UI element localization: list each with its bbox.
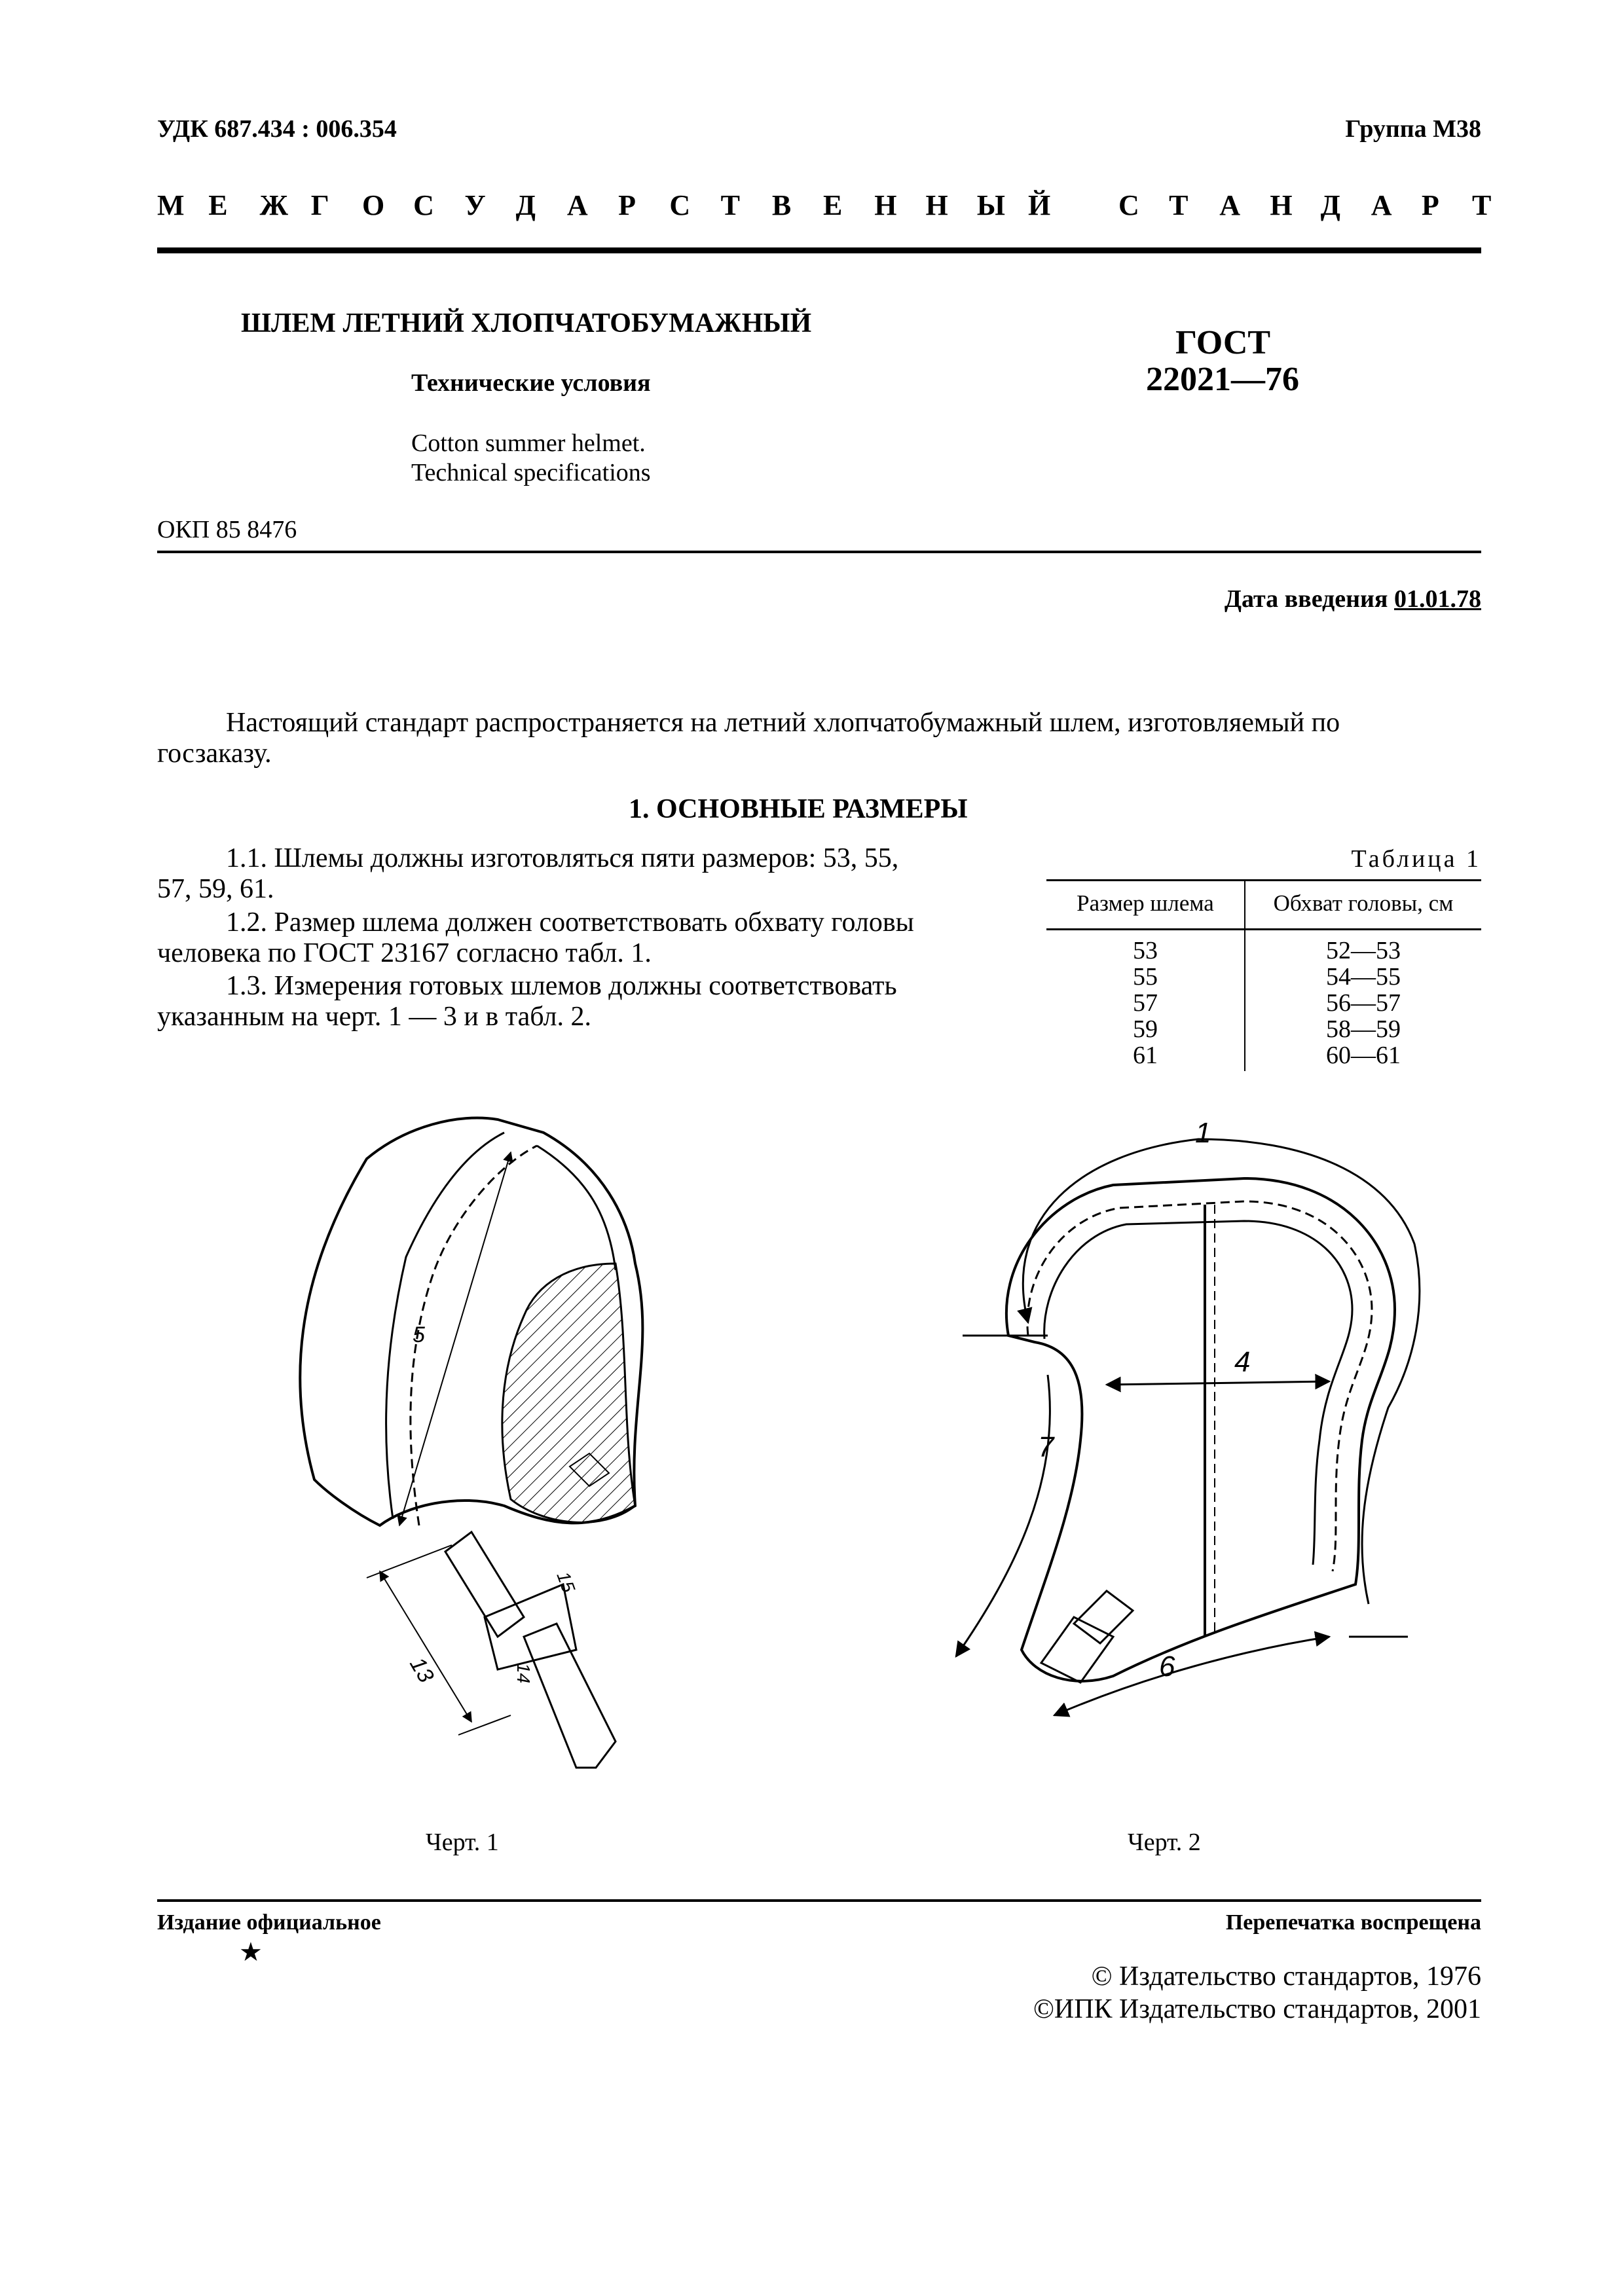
- banner-letter: М: [157, 189, 185, 221]
- reprint-notice: Перепечатка воспрещена: [1225, 1910, 1481, 1935]
- banner-letter: Н: [874, 189, 897, 221]
- table-1-row: [1046, 962, 1481, 989]
- banner-letter: Р: [618, 189, 636, 221]
- english-title-1: Cotton summer helmet.: [411, 429, 646, 457]
- banner-letter: Т: [1169, 189, 1189, 221]
- gost-number: 22021—76: [1146, 361, 1299, 398]
- banner-letter: Ж: [259, 189, 288, 221]
- document-subtitle: Технические условия: [411, 369, 651, 397]
- fig1-label-14: 14: [513, 1663, 534, 1684]
- gost-label: ГОСТ: [1175, 324, 1271, 361]
- table-1-cell-size: 55: [1133, 963, 1158, 991]
- table-1-cell-size: 59: [1133, 1015, 1158, 1043]
- table-1-top-rule: [1046, 879, 1481, 881]
- clause-1-3-line-1: 1.3. Измерения готовых шлемов должны соответствовать: [226, 971, 897, 1001]
- table-1-row: [1046, 989, 1481, 1015]
- table-1-row: [1046, 936, 1481, 962]
- star-mark: ★: [239, 1937, 263, 1967]
- copyright-2001: ©ИПК Издательство стандартов, 2001: [1033, 1994, 1481, 2024]
- table-1-cell-size: 53: [1133, 937, 1158, 964]
- group-code: Группа М38: [1345, 115, 1481, 143]
- banner-letter: Д: [1320, 189, 1340, 221]
- fig2-caption: Черт. 2: [1128, 1829, 1201, 1856]
- intro-date-value: 01.01.78: [1394, 585, 1481, 613]
- clause-1-3-line-2: указанным на черт. 1 — 3 и в табл. 2.: [157, 1002, 592, 1032]
- fig2-label-1: 1: [1195, 1117, 1211, 1149]
- fig2-label-4: 4: [1234, 1346, 1251, 1378]
- table-1-cell-size: 57: [1133, 989, 1158, 1017]
- banner-letter: Т: [720, 189, 740, 221]
- banner-letter: А: [566, 189, 588, 221]
- table-1-header-rule: [1046, 928, 1481, 930]
- section-1-heading: 1. ОСНОВНЫЕ РАЗМЕРЫ: [629, 794, 968, 824]
- table-1-header-size: Размер шлема: [1077, 890, 1214, 916]
- table-1-row: [1046, 1041, 1481, 1067]
- table-1-row: [1046, 1015, 1481, 1041]
- table-1-cell-girth: 58—59: [1326, 1015, 1401, 1043]
- table-1-cell-girth: 52—53: [1326, 937, 1401, 964]
- banner-letter: А: [1219, 189, 1241, 221]
- fig2-label-6: 6: [1159, 1650, 1175, 1683]
- banner-letter: Г: [310, 189, 329, 221]
- banner-rule: [157, 247, 1481, 253]
- banner-letter: О: [361, 189, 385, 221]
- banner-letter: Р: [1421, 189, 1439, 221]
- banner-letter: Е: [823, 189, 843, 221]
- intro-paragraph-line-2: госзаказу.: [157, 738, 272, 769]
- banner-letter: С: [413, 189, 434, 221]
- fig2-label-7: 7: [1038, 1431, 1054, 1463]
- english-title-2: Technical specifications: [411, 459, 651, 486]
- banner-letter: Й: [1028, 189, 1051, 221]
- fig2-helmet-drawing: [956, 1139, 1420, 1715]
- table-1-header-girth: Обхват головы, см: [1273, 890, 1454, 916]
- fig1-caption: Черт. 1: [426, 1829, 499, 1856]
- official-edition: Издание официальное: [157, 1910, 381, 1935]
- table-1-cell-girth: 54—55: [1326, 963, 1401, 991]
- figures-area: [0, 1100, 1622, 1872]
- table-1-cell-girth: 60—61: [1326, 1042, 1401, 1069]
- fig1-label-15: 15: [553, 1569, 580, 1595]
- table-1-cell-girth: 56—57: [1326, 989, 1401, 1017]
- standard-banner: [157, 189, 1492, 228]
- banner-letter: Д: [515, 189, 536, 221]
- clause-1-2-line-2: человека по ГОСТ 23167 согласно табл. 1.: [157, 938, 652, 968]
- clause-1-1-line-2: 57, 59, 61.: [157, 874, 274, 904]
- clause-1-1-line-1: 1.1. Шлемы должны изготовляться пяти размеров: 53, 55,: [226, 843, 899, 873]
- banner-letter: В: [771, 189, 792, 221]
- copyright-1976: © Издательство стандартов, 1976: [1091, 1961, 1481, 1992]
- title-rule: [157, 551, 1481, 553]
- okp-code: ОКП 85 8476: [157, 516, 297, 543]
- banner-letter: Н: [925, 189, 948, 221]
- footer-rule: [157, 1899, 1481, 1902]
- banner-letter: А: [1371, 189, 1392, 221]
- table-1-cell-size: 61: [1133, 1042, 1158, 1069]
- banner-letter: С: [669, 189, 691, 221]
- banner-letter: Т: [1472, 189, 1492, 221]
- banner-letter: Н: [1270, 189, 1293, 221]
- banner-letter: Е: [208, 189, 228, 221]
- intro-date-label: Дата введения: [1224, 585, 1388, 613]
- fig1-label-5: 5: [413, 1322, 425, 1347]
- banner-letter: С: [1118, 189, 1139, 221]
- fig1-label-13: 13: [405, 1653, 439, 1687]
- intro-date: [1225, 585, 1481, 613]
- banner-letter: Ы: [976, 189, 1005, 221]
- banner-letter: У: [464, 189, 486, 221]
- document-title: ШЛЕМ ЛЕТНИЙ ХЛОПЧАТОБУМАЖНЫЙ: [241, 308, 812, 338]
- table-1-caption: Таблица 1: [1351, 845, 1481, 873]
- udk-code: УДК 687.434 : 006.354: [157, 115, 397, 143]
- intro-paragraph-line-1: Настоящий стандарт распространяется на летний хлопчатобумажный шлем, изготовляемый по: [226, 708, 1340, 738]
- fig1-helmet-drawing: [300, 1118, 642, 1768]
- clause-1-2-line-1: 1.2. Размер шлема должен соответствовать обхвату головы: [226, 907, 914, 938]
